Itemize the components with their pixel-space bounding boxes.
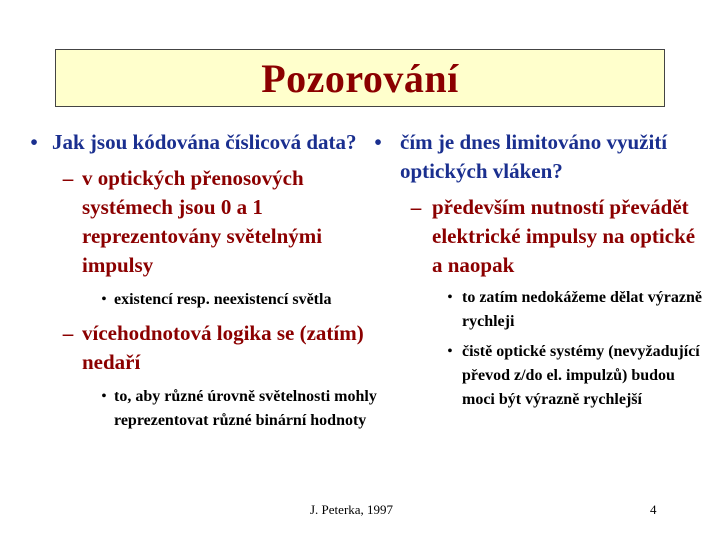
small-bullet-dot-icon: • <box>447 290 453 305</box>
sub-bullet-binary-light <box>24 164 384 280</box>
sub-bullet-multilevel-logic <box>24 319 384 377</box>
detail-bullet-brightness-levels <box>24 385 384 433</box>
detail-bullet-speed <box>366 286 706 334</box>
dash-icon: – <box>62 166 74 190</box>
sub-bullet-text: v optických přenosových systémech jsou 0 a 1 reprezentovány světelnými impulsy <box>82 166 323 277</box>
footer-author: J. Peterka, 1997 <box>310 502 394 517</box>
bullet-question-limits <box>366 128 706 186</box>
bullet-dot-icon: • <box>30 130 38 154</box>
bullet-text: Jak jsou kódována číslicová data? <box>52 130 357 154</box>
small-bullet-dot-icon: • <box>101 389 107 404</box>
detail-bullet-pure-optical <box>366 340 706 412</box>
page-number: 4 <box>650 502 657 517</box>
left-column <box>24 128 384 433</box>
sub-bullet-text: vícehodnotová logika se (zatím) nedaří <box>82 321 364 374</box>
right-column <box>366 128 706 412</box>
detail-text: to, aby různé úrovně světelnosti mohly reprezentovat různé binární hodnoty <box>114 388 377 429</box>
sub-bullet-conversion <box>366 193 706 280</box>
bullet-question-encoding <box>24 128 384 157</box>
dash-icon: – <box>410 195 422 219</box>
small-bullet-dot-icon: • <box>101 292 107 307</box>
bullet-dot-icon: • <box>374 130 382 154</box>
small-bullet-dot-icon: • <box>447 344 453 359</box>
dash-icon: – <box>62 321 74 345</box>
sub-bullet-text: především nutností převádět elektrické impulsy na optické a naopak <box>432 195 696 277</box>
slide-title: Pozorování <box>261 55 459 101</box>
detail-text: to zatím nedokážeme dělat výrazně rychleji <box>462 289 702 330</box>
title-box <box>55 49 665 107</box>
detail-bullet-light-presence <box>24 288 384 312</box>
bullet-text: čím je dnes limitováno využití optických vláken? <box>400 130 668 183</box>
detail-text: existencí resp. neexistencí světla <box>114 291 332 308</box>
detail-text: čistě optické systémy (nevyžadující převod z/do el. impulzů) budou moci být výrazně rychlejší <box>462 343 700 408</box>
